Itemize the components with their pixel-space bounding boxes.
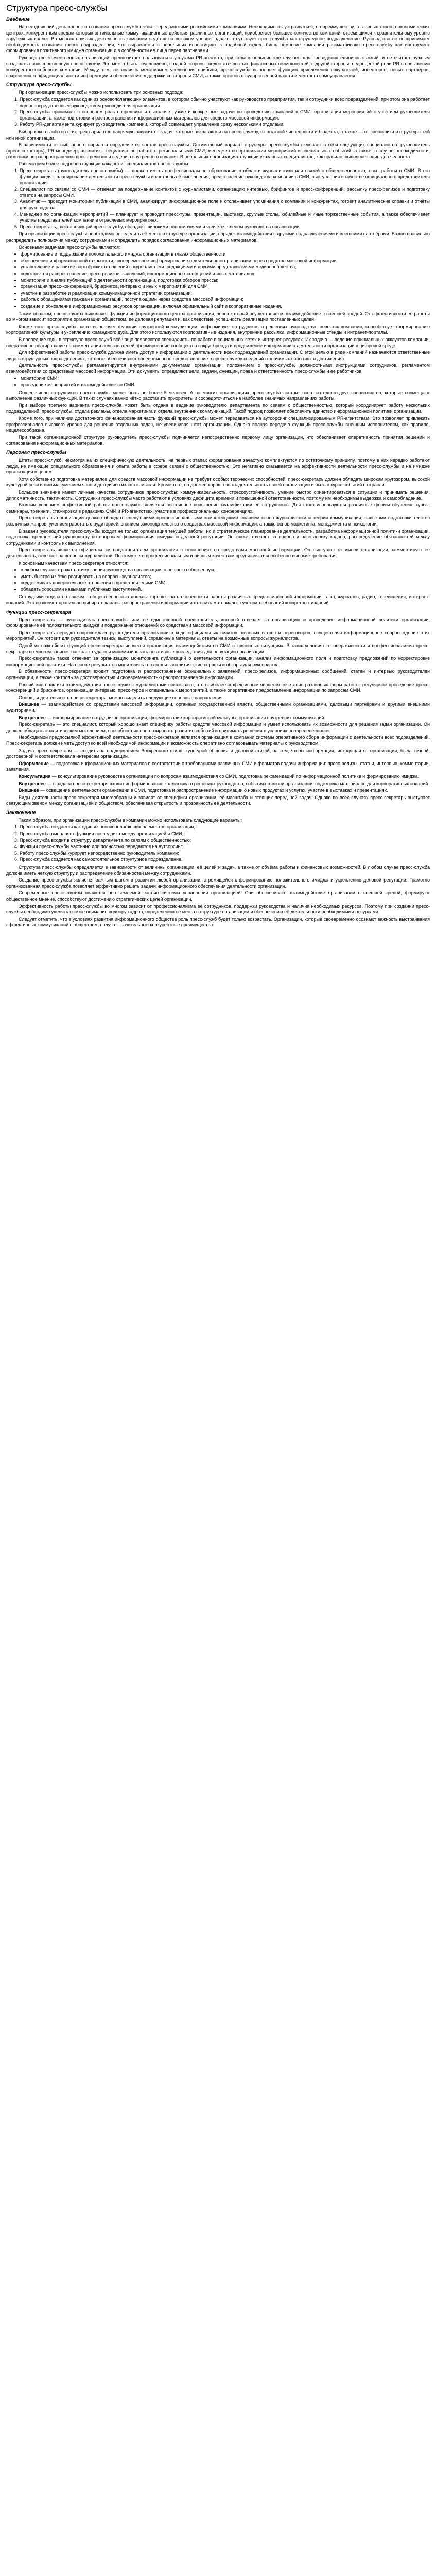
list-item: 2. Специалист по связям со СМИ — отвечает за поддержание контактов с журналистами, организацию интервью, брифингов и пресс-конференций, рассылку пресс-релизов и подготовку ответов на запросы СМИ.: [20, 187, 430, 198]
role-item: [6, 774, 430, 780]
paragraph: Обобщая деятельность пресс-секретаря, можно выделить следующие основные направления:: [19, 694, 224, 700]
list-item: • формирование и поддержание положительного имиджа организации в глазах общественности;: [21, 251, 430, 258]
list-item: 2. Пресс-служба принимает в основном роль посредника и выполняет узкие и конкретные задачи по проведению кампаний в СМИ, организации мероприятий с участием руководителя организации, а также подготовки и распространения информационных материалов для средств массовой информации.: [20, 109, 430, 121]
paragraph: Штаты пресс-служб, несмотря на их специфическую деятельность, на первых этапах формирования зачастую комплектуются по остаточному принципу, поэтому в них нередко работают люди, не имеющие специального образования и опыта работы в сфере связей с общественностью. Это негативно сказывается на эффективности деятельности пресс-службы и на имидже организации в целом.: [6, 457, 430, 475]
list-item: 1. Пресс-служба создается как один из основополагающих элементов организации;: [20, 824, 430, 831]
role-text: — освещение деятельности организации в СМИ, подготовка и распространение информации о новых продуктах и услугах, участие в выставках и презентациях.: [39, 788, 388, 793]
list-item: 3. Пресс-служба входит в структуру департамента по связям с общественностью;: [20, 838, 430, 844]
paragraph: Пресс-секретарь также отвечает за организацию мониторинга публикаций о деятельности организации, анализ информационного поля и подготовку предложений по корректировке информационной политики. На основе результатов мониторинга он готовит аналитические справки и обзоры для руководства.: [6, 656, 430, 667]
list-item: • обладать хорошими навыками публичных выступлений.: [21, 587, 430, 593]
paragraph: Основными задачами пресс-службы являются:: [19, 244, 120, 250]
paragraph: Большое значение имеют личные качества сотрудников пресс-службы: коммуникабельность, стрессоустойчивость, умение быстро ориентироваться в ситуации и принимать решения, дипломатичность, тактичность. Сотрудники пресс-службы часто работают в условиях дефицита времени и повышенной ответственности, поэтому им необходимы выдержка и самообладание.: [6, 489, 430, 501]
list-item: • установление и развитие партнёрских отношений с журналистами, редакциями и другими представителями медиасообщества;: [21, 264, 430, 270]
role-text: — консультирование руководства организации по вопросам взаимодействия со СМИ, подготовка рекомендаций по информационной политике и формированию имиджа.: [50, 773, 420, 779]
list-item: 2. Пресс-служба выполняет функции посредника между организацией и СМИ;: [20, 831, 430, 837]
paragraph: В обязанности пресс-секретаря входит подготовка и распространение официальных заявлений, пресс-релизов, информационных сообщений, статей и интервью руководителей организации, а также контроль за достоверностью и своевременностью распространяемой информации.: [6, 669, 430, 680]
paragraph: В задачи руководителя пресс-службы входит не только организация текущей работы, но и стратегическое планирование деятельности, разработка информационной политики организации, подготовка предложений руководству по вопросам формирования имиджа и деловой репутации. Он также отвечает за подбор и расстановку кадров, распределение обязанностей между сотрудниками и контроль их выполнения.: [6, 528, 430, 546]
section-heading-staff: Персонал пресс-службы: [6, 450, 67, 455]
list-item: 5. Работу пресс-службы курирует непосредственно руководитель компании;: [20, 851, 430, 857]
paragraph: В зависимости от выбранного варианта определяется состав пресс-службы. Оптимальный вариант структуры пресс-службы включает в себя следующих специалистов: руководитель (пресс-секретарь), PR-менеджер, аналитик, специалист по работе с региональными СМИ, менеджер по организации мероприятий и специальных событий, а также, в случае необходимости, работники по распространению пресс-релизов и ведению внутреннего издания. В небольших организациях функции указанных специалистов, как правило, выполняет один-два человека.: [6, 142, 430, 160]
paragraph: Выбор какого-либо из этих трех вариантов напрямую зависит от задач, которые возлагаются на пресс-службу, от штатной численности и бюджета, а также — от специфики и структуры той или иной организации.: [6, 129, 430, 141]
direction-term: Внешнее: [19, 702, 39, 707]
list-item: • участие в разработке и реализации коммуникационной стратегии организации;: [21, 291, 430, 297]
paragraph: Задача пресс-секретаря — следить за поддержанием Воскресного стиля, культурой общения и деловой этикой, за тем, чтобы информация, исходящая от организации, была точной, достоверной и соответствовала интересам организации.: [6, 748, 430, 759]
paragraph: Таким образом, пресс-служба выполняет функции информационного центра организации, через который осуществляется взаимодействие с внешней средой. От эффективности её работы во многом зависит восприятие организации обществом, её деловая репутация и, как следствие, успешность реализации поставленных целей.: [6, 311, 430, 323]
role-term: Консультация: [19, 773, 51, 779]
section-heading-functions: Функции пресс-секретаря: [6, 609, 71, 615]
paragraph: Деятельность пресс-службы регламентируется внутренними документами организации: положением о пресс-службе, должностными инструкциями сотрудников, регламентом взаимодействия со средствами массовой информации. Эти документы определяют цели, задачи, функции, права и ответственность пресс-службы и её работников.: [6, 363, 430, 374]
list-item: 3. Работу PR-департамента курирует руководитель компании, который совмещает управление сразу несколькими отделами.: [20, 122, 430, 128]
list-item: 1. Пресс-секретарь (руководитель пресс-службы) — должен иметь профессиональное образование в области журналистики или связей с общественностью, опыт работы в СМИ. В его функции входят: планирование деятельности пресс-службы и контроль её выполнения, представление руководства компании в СМИ, выступления в качестве официального представителя организации.: [20, 168, 430, 186]
paragraph: Пресс-секретарь — руководитель пресс-службы или её единственный представитель, который отвечает за организацию и проведение информационной политики организации, формирование её положительного имиджа и поддержание отношений со средствами массовой информации.: [6, 617, 430, 629]
paragraph: Необходимой предпосылкой эффективной деятельности пресс-секретаря является организация в компании системы оперативного сбора информации о деятельности всех подразделений. Пресс-секретарь должен иметь доступ ко всей необходимой информации и возможность оперативно согласовывать материалы с руководством.: [6, 735, 430, 746]
staff-list: [6, 376, 430, 388]
paragraph: Таким образом, при организации пресс-службы в компании можно использовать следующие варианты:: [19, 817, 242, 823]
paragraph: Общее число сотрудников пресс-службы может быть не более 5 человек. А во многих организациях пресс-служба состоит всего из одного-двух специалистов, которые совмещают выполнение различных функций. В таких случаях важно чётко расставить приоритеты и сосредоточиться на наиболее значимых направлениях работы.: [6, 389, 430, 401]
paragraph: При такой организационной структуре руководитель пресс-службы подчиняется непосредственно первому лицу организации, что обеспечивает оперативность принятия решений и согласования информационных материалов.: [6, 434, 430, 446]
document-page: [0, 0, 436, 938]
paragraph: Важным условием эффективной работы пресс-службы является постоянное повышение квалификации её сотрудников. Для этого используются различные формы обучения: курсы, семинары, тренинги, стажировки в редакциях СМИ и PR-агентствах, участие в профессиональных конференциях.: [6, 502, 430, 514]
paragraph: Следует отметить, что в условиях развития информационного общества роль пресс-служб будет только возрастать. Организации, которые своевременно осознают важность выстраивания эффективных коммуникаций с обществом, получат значительные конкурентные преимущества.: [6, 916, 430, 928]
list-item: • в любом случае отражать точку зрения руководства организации, а не свою собственную;: [21, 567, 430, 573]
paragraph: Для эффективной работы пресс-служба должна иметь доступ к информации о деятельности всех подразделений организации. С этой целью в ряде компаний назначаются ответственные лица в структурных подразделениях, которые обеспечивают своевременное предоставление в пресс-службу сведений о значимых событиях и достижениях.: [6, 350, 430, 361]
role-item: [6, 761, 430, 773]
tasks-list: [6, 251, 430, 309]
paragraph: Современные пресс-службы являются неотъемлемой частью системы управления организацией. Они обеспечивают взаимодействие организации с внешней средой, формируют общественное мнение, способствуют достижению стратегических целей организации.: [6, 890, 430, 902]
paragraph: Одной из важнейших функций пресс-секретаря является организация взаимодействия со СМИ в кризисных ситуациях. В таких условиях от оперативности и профессионализма пресс-секретаря во многом зависит, насколько удастся минимизировать негативные последствия для репутации организации.: [6, 643, 430, 654]
paragraph: Пресс-секретарь — это специалист, который хорошо знает специфику работы средств массовой информации и умеет использовать их возможности для решения задач организации. Он должен обладать аналитическим мышлением, способностью прогнозировать развитие событий и принимать решения в условиях неопределённости.: [6, 722, 430, 733]
list-item: • обеспечение информационной открытости, своевременное информирование о деятельности организации через средства массовой информации;: [21, 258, 430, 264]
direction-item: [6, 702, 430, 714]
paragraph: Рассмотрим более подробно функции каждого из специалистов пресс-службы:: [19, 161, 190, 166]
list-item: 3. Аналитик — проводит мониторинг публикаций в СМИ, анализирует информационное поле и отслеживает упоминания о компании и конкурентах, готовит аналитические справки и отчёты для руководства.: [20, 199, 430, 211]
direction-term: Внутреннее: [19, 715, 46, 720]
direction-item: [6, 715, 430, 721]
role-term: Внешнее: [19, 788, 39, 793]
paragraph: Эффективность работы пресс-службы во многом зависит от профессионализма её сотрудников, поддержки руководства и наличия необходимых ресурсов. Поэтому при создании пресс-службы необходимо уделять особое внимание подбору кадров, определению её места в структуре организации и обеспечению её деятельности необходимыми ресурсами.: [6, 903, 430, 915]
paragraph: При организации пресс-службы можно использовать три основных подхода:: [19, 90, 184, 95]
list-item: 4. Функции пресс-службы частично или полностью передаются на аутсорсинг;: [20, 844, 430, 850]
list-item: • создание и обновление информационных ресурсов организации, включая официальный сайт и корпоративные издания.: [21, 303, 430, 310]
list-item: 1. Пресс-служба создается как один из основополагающих элементов, в котором обычно участвуют как руководство предприятия, так и сотрудники всех подразделений; при этом она работает под непосредственным руководством руководителя организации.: [20, 97, 430, 109]
paragraph: Пресс-секретарь организации должен обладать следующими профессиональными компетенциями: знанием основ журналистики и теории коммуникации, навыками подготовки текстов различных жанров, умением работать с аудиторией, знанием законодательства о средствах массовой информации, а также основ маркетинга, менеджмента и психологии.: [6, 515, 430, 527]
section-heading-intro: Введение: [6, 16, 30, 22]
direction-text: — взаимодействие со средствами массовой информации, органами государственной власти, общественными организациями, деловыми партнёрами и другими внешними аудиториями.: [6, 702, 430, 713]
role-item: [6, 781, 430, 787]
options-list: [6, 824, 430, 863]
paragraph: Кроме того, пресс-служба часто выполняет функции внутренней коммуникации: информирует сотрудников о решениях руководства, новостях компании, способствует формированию корпоративной культуры и укреплению командного духа. Для этого используются корпоративные издания, внутренние рассылки, информационные стенды и интранет-порталы.: [6, 324, 430, 335]
roles-list: [6, 168, 430, 230]
direction-text: — информирование сотрудников организации, формирование корпоративной культуры, организация внутренних коммуникаций.: [45, 715, 326, 720]
paragraph: Сотрудники отдела по связям с общественностью должны хорошо знать особенности работы различных средств массовой информации: газет, журналов, радио, телевидения, интернет-изданий. Это позволяет правильно выбирать каналы распространения информации и готовить материалы с учётом требований конкретных изданий.: [6, 594, 430, 606]
paragraph: Структура пресс-службы определяется в зависимости от величины организации, её целей и задач, а также от объёма работы и финансовых возможностей. В любом случае пресс-служба должна иметь чёткую структуру и распределение обязанностей между сотрудниками.: [6, 865, 430, 876]
paragraph: К основным качествам пресс-секретаря относятся:: [19, 560, 129, 566]
role-text: — в задачи пресс-секретаря входит информирование коллектива о решениях руководства, событиях в жизни организации, подготовка материалов для корпоративных изданий.: [45, 781, 429, 786]
paragraph: Виды деятельности пресс-секретаря многообразны и зависят от специфики организации, её масштаба и стоящих перед ней задач. Однако во всех случаях пресс-секретарь выступает связующим звеном между организацией и обществом, обеспечивая открытость и прозрачность её деятельности.: [6, 794, 430, 806]
paragraph: Хотя собственно подготовка материалов для средств массовой информации не требует особых творческих способностей, пресс-секретарь должен обладать широким кругозором, высокой культурой речи и письма, умением ясно и доходчиво излагать мысли. Кроме того, он должен хорошо знать деятельность своей организации и быть в курсе событий в отрасли.: [6, 476, 430, 488]
list-item: • мониторинг и анализ публикаций о деятельности организации, подготовка обзоров прессы;: [21, 278, 430, 284]
paragraph: При выборе третьего варианта пресс-служба может быть отдана в ведение руководителю департамента по связям с общественностью, который координирует работу нескольких подразделений: пресс-службы, отдела рекламы, отдела маркетинга и отдела внутренних коммуникаций. Такой подход позволяет обеспечить единство информационной политики организации.: [6, 402, 430, 414]
paragraph: Кроме того, при наличии достаточного финансирования часть функций пресс-службы может передаваться на аутсорсинг специализированным PR-агентствам. Это позволяет привлекать профессионалов высокого уровня для решения отдельных задач, не увеличивая штат организации. Однако полная передача функций пресс-службы внешним исполнителям, как правило, нецелесообразна.: [6, 416, 430, 433]
role-term: Оформление: [19, 760, 49, 766]
paragraph: Российские практики взаимодействия пресс-служб с журналистами показывают, что наиболее эффективным является сочетание различных форм работы: регулярное проведение пресс-конференций и брифингов, организация интервью, пресс-туров и специальных мероприятий, а также оперативное предоставление информации по запросам СМИ.: [6, 682, 430, 693]
list-item: 4. Менеджер по организации мероприятий — планирует и проводит пресс-туры, презентации, выставки, круглые столы, юбилейные и иные торжественные события, а также обеспечивает участие представителей компании в отраслевых мероприятиях.: [20, 212, 430, 224]
list-item: 5. Пресс-секретарь, возглавляющий пресс-службу, обладает широкими полномочиями и является членом руководства организации.: [20, 224, 430, 230]
list-item: 6. Пресс-служба создаётся как самостоятельное структурное подразделение.: [20, 857, 430, 863]
list-item: • мониторинг СМИ;: [21, 376, 430, 382]
section-heading-structure: Структура пресс-службы: [6, 82, 72, 88]
list-item: • организация пресс-конференций, брифингов, интервью и иных мероприятий для СМИ;: [21, 284, 430, 290]
section-heading-conclusion: Заключение: [6, 809, 36, 816]
page-title: Структура пресс-службы: [6, 3, 108, 13]
paragraph: Руководство отечественных организаций предпочитает пользоваться услугами PR-агентств, при этом в большинстве случаев для проведения единичных акций, и не считает нужным создавать свою собственную пресс-службу. Это может быть обусловлено, с одной стороны, недостаточностью финансовых возможностей, с другой стороны, недооценкой роли PR в повышении конкурентоспособности компании. Между тем, не являясь механизмом увеличения прибыли, пресс-служба выполняет функцию привлечения покупателей, инвесторов, новых партнеров, сохранения конфиденциальности информации и обеспечения поддержки со стороны СМИ, а также органов государственной власти и местного самоуправления.: [6, 55, 430, 78]
paragraph: В последние годы в структуре пресс-служб всё чаще появляются специалисты по работе в социальных сетях и интернет-ресурсах. Их задача — ведение официальных аккаунтов компании, оперативное реагирование на комментарии пользователей, формирование сообщества вокруг бренда и продвижение информации о деятельности организации в цифровой среде.: [6, 336, 430, 348]
paragraph: Создание пресс-службы является важным шагом в развитии любой организации, стремящейся к формированию положительного имиджа и укреплению деловой репутации. Грамотно организованная пресс-служба позволяет эффективно решать задачи информационного обеспечения деятельности организации.: [6, 877, 430, 889]
approaches-list: [6, 97, 430, 128]
paragraph: Пресс-секретарь является официальным представителем организации в отношениях со средствами массовой информации. Он выступает от имени организации, комментирует её деятельность, отвечает на вопросы журналистов. Поэтому к его профессиональным и личным качествам предъявляются особенно высокие требования.: [6, 547, 430, 558]
role-term: Внутреннее: [19, 781, 46, 786]
list-item: • подготовка и распространение пресс-релизов, заявлений, информационных сообщений и иных материалов;: [21, 271, 430, 277]
list-item: • проведение мероприятий и взаимодействие со СМИ.: [21, 382, 430, 388]
list-item: • работа с обращениями граждан и организаций, поступающими через средства массовой информации;: [21, 297, 430, 303]
list-item: • уметь быстро и чётко реагировать на вопросы журналистов;: [21, 574, 430, 580]
paragraph: На сегодняшний день вопрос о создании пресс-службы стоит перед многими российскими компаниями. Необходимость устраиваться, по преимуществу, в главных торгово-экономических центрах, конкурентным средам которых оптимальные коммуникационные действия различных организаций, приобретает большее количество компаний, стремящихся к сравнительному уровню зарубежных коллег. Во многих случаях деятельность компании ведётся на высоком уровне, однако отсутствует пресс-служба как структурное подразделение. Руководство не воспринимает необходимость создания такого подразделения, что выражается в небольших инвестициях в подобный отдел. Лишь немногие компании рассматривают пресс-службу как инструмент формирования позитивного имиджа организации и в особенности ее лица перед партнерами.: [6, 24, 430, 54]
qualities-list: [6, 567, 430, 592]
paragraph: Пресс-секретарь нередко сопровождает руководителя организации в ходе официальных визитов, деловых встреч и переговоров, осуществляя информационное сопровождение этих мероприятий. Он готовит для руководителя тезисы выступлений, справочные материалы, ответы на возможные вопросы журналистов.: [6, 630, 430, 641]
role-text: — подготовка информационных материалов в соответствии с требованиями различных СМИ и форматов подачи информации: пресс-релизы, статьи, интервью, комментарии, заявления.: [6, 760, 430, 772]
paragraph: При организации пресс-службы необходимо определить её место в структуре организации, порядок взаимодействия с другими подразделениями и внешними партнёрами. Важно правильно распределить полномочия между сотрудниками и определить порядок согласования информационных материалов.: [6, 231, 430, 243]
role-item: [6, 788, 430, 794]
list-item: • поддерживать доверительные отношения с представителями СМИ;: [21, 580, 430, 586]
